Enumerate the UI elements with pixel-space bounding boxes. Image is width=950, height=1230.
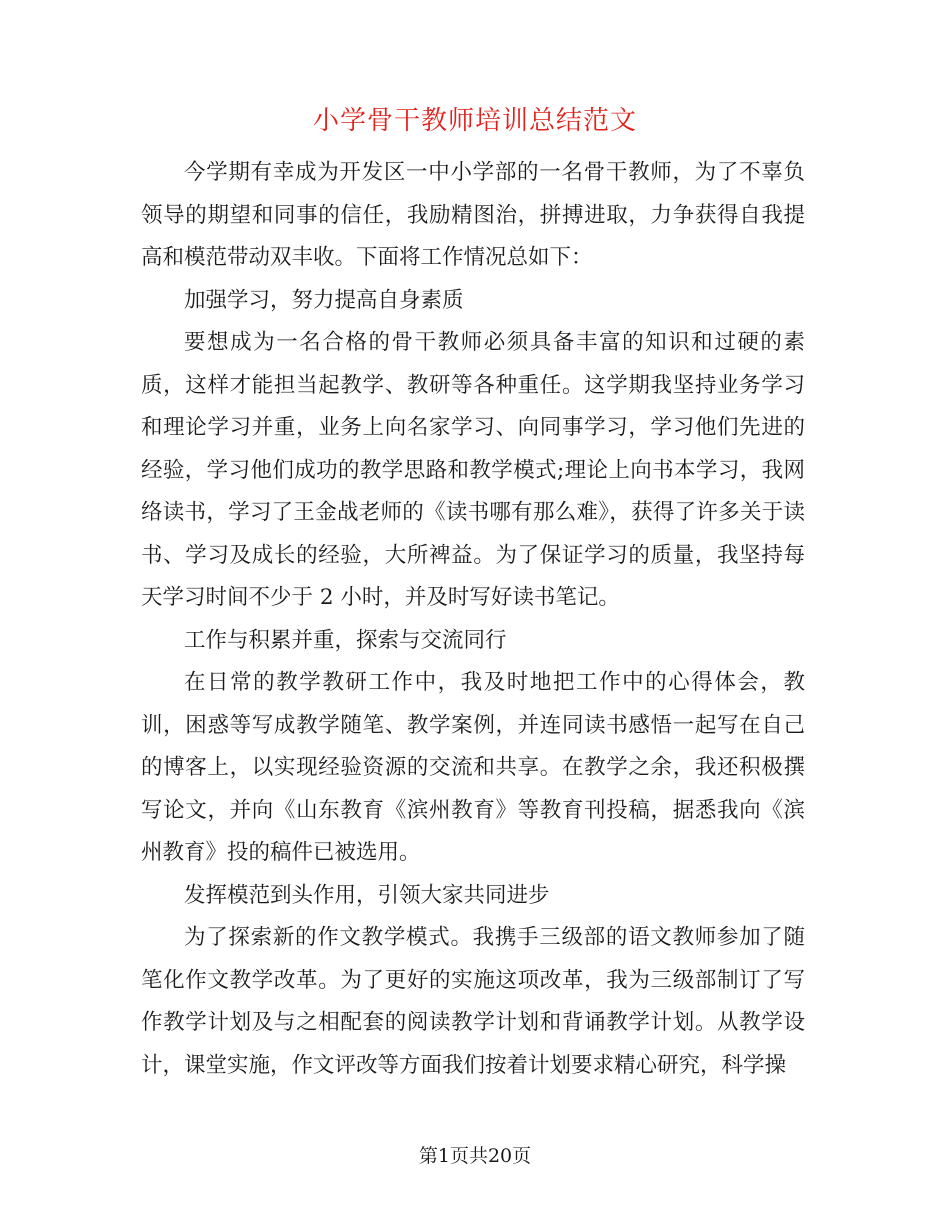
document-title: 小学骨干教师培训总结范文 xyxy=(312,106,637,136)
work-paragraph: 在日常的教学教研工作中，我及时地把工作中的心得体会，教训，困惑等写成教学随笔、教学案例，并连同读书感悟一起写在自己的博客上，以实现经验资源的交流和共享。在教学之余，我还积极撰写论文，并向《山东教育《滨州教育》等教育刊投稿，据悉我向《滨州教育》投的稿件已被选用。 xyxy=(141,670,805,865)
document-body xyxy=(141,152,805,1087)
study-paragraph: 要想成为一名合格的骨干教师必须具备丰富的知识和过硬的素质，这样才能担当起教学、教研等各种重任。这学期我坚持业务学习和理论学习并重，业务上向名家学习、向同事学习，学习他们先进的经验，学习他们成功的教学思路和教学模式;理论上向书本学习，我网络读书，学习了王金战老师的《读书哪有那么难》，获得了许多关于读书、学习及成长的经验，大所裨益。为了保证学习的质量，我坚持每天学习时间不少于 2 小时，并及时写好读书笔记。 xyxy=(141,330,805,610)
lead-paragraph: 为了探索新的作文教学模式。我携手三级部的语文教师参加了随笔化作文教学改革。为了更好的实施这项改革，我为三级部制订了写作教学计划及与之相配套的阅读教学计划和背诵教学计划。从教学设计，课堂实施，作文评改等方面我们按着计划要求精心研究，科学操 xyxy=(141,925,805,1078)
page-number-footer: 第1页共20页 xyxy=(418,1145,532,1167)
section-heading-lead: 发挥模范到头作用，引领大家共同进步 xyxy=(184,882,550,908)
intro-paragraph: 今学期有幸成为开发区一中小学部的一名骨干教师，为了不辜负领导的期望和同事的信任，我励精图治，拼搏进取，力争获得自我提高和模范带动双丰收。下面将工作情况总如下： xyxy=(141,160,805,270)
section-heading-study: 加强学习，努力提高自身素质 xyxy=(184,287,464,313)
section-heading-work: 工作与积累并重，探索与交流同行 xyxy=(184,627,507,653)
